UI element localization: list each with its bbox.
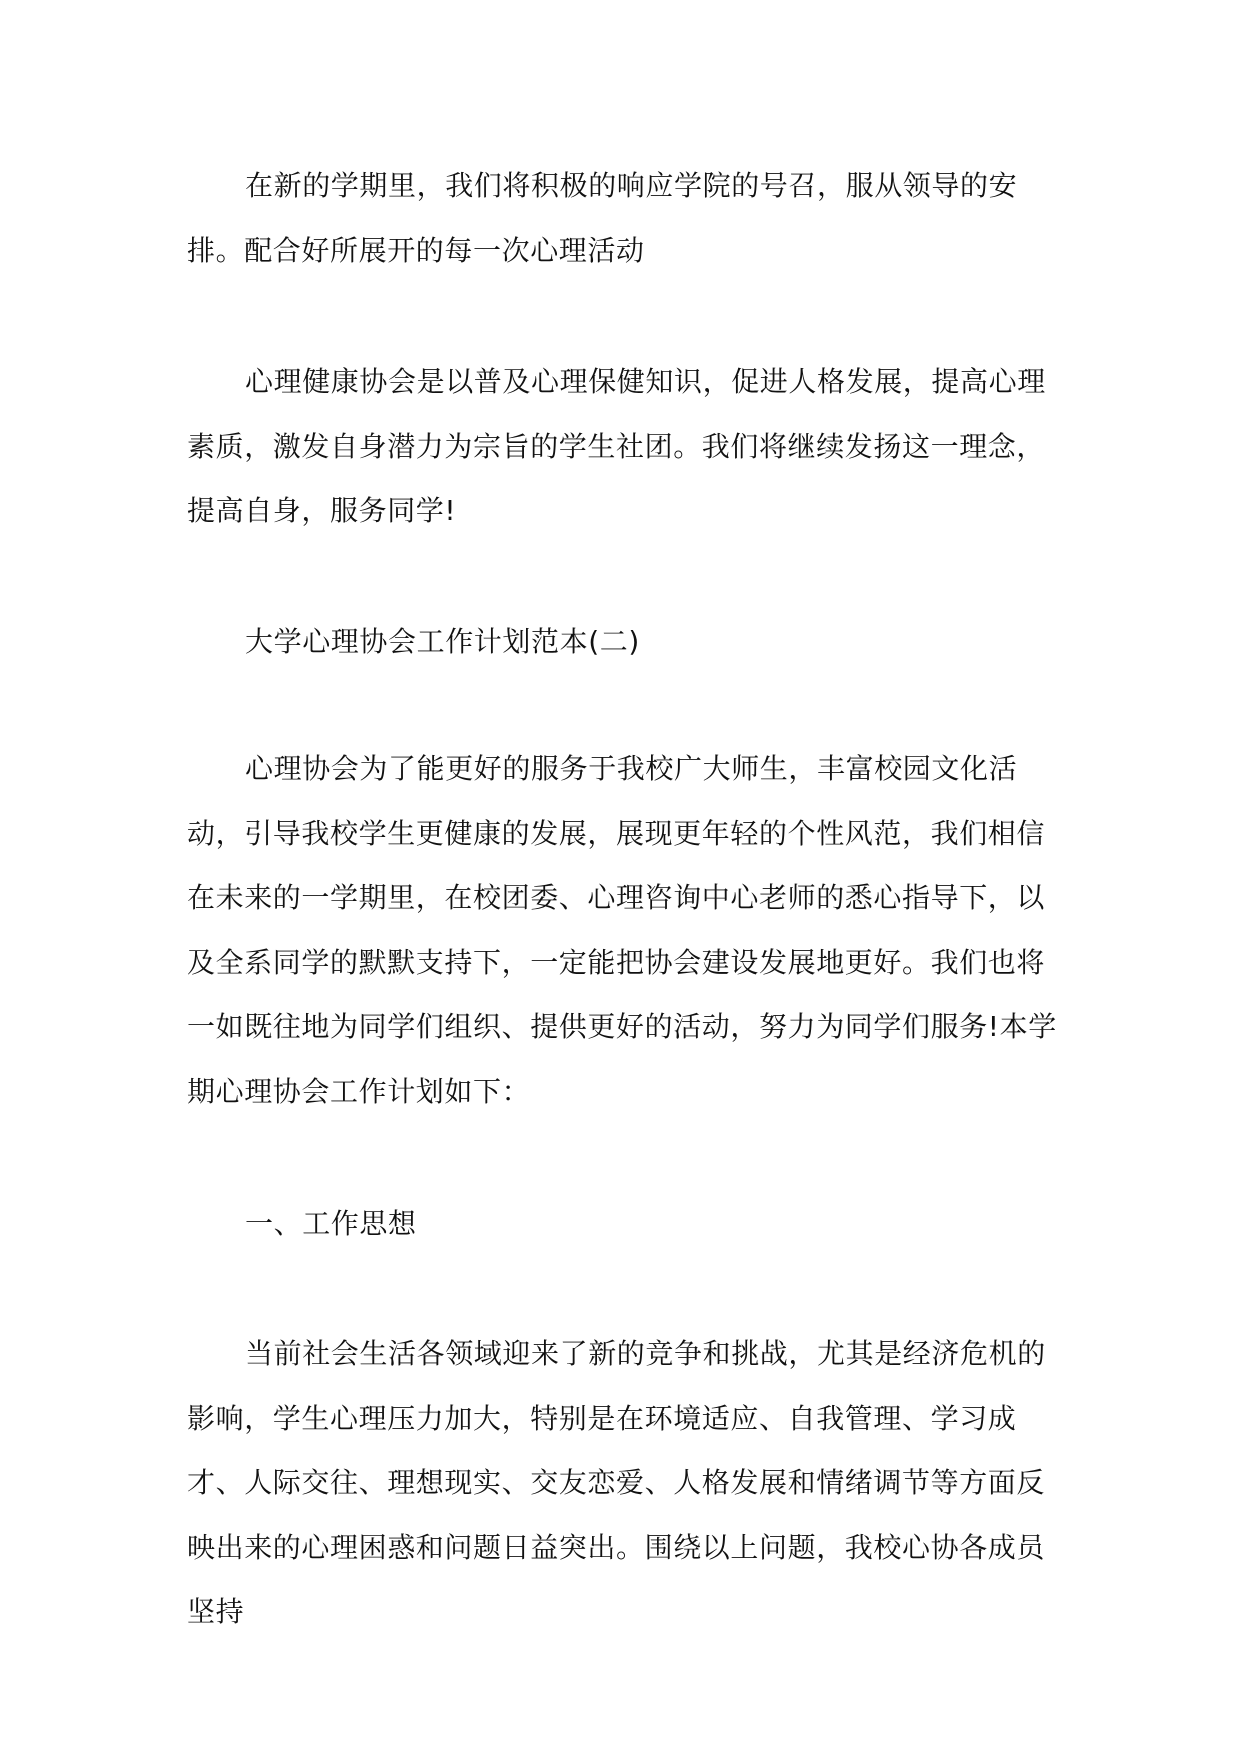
heading-work-philosophy: 一、工作思想 (245, 1207, 417, 1240)
paragraph-intro: 在新的学期里，我们将积极的响应学院的号召，服从领导的安排。配合好所展开的每一次心理活动 (187, 169, 1018, 267)
paragraph-work-philosophy: 当前社会生活各领域迎来了新的竞争和挑战，尤其是经济危机的影响，学生心理压力加大，特别是在环境适应、自我管理、学习成才、人际交往、理想现实、交友恋爱、人格发展和情绪调节等方面反映出来的心理困惑和问题日益突出。围绕以上问题，我校心协各成员坚持 (187, 1337, 1046, 1628)
paragraph-association-purpose: 心理健康协会是以普及心理保健知识，促进人格发展，提高心理素质，激发自身潜力为宗旨的学生社团。我们将继续发扬这一理念，提高自身，服务同学! (187, 365, 1046, 527)
section-title: 大学心理协会工作计划范本(二) (245, 625, 640, 658)
paragraph-plan-overview: 心理协会为了能更好的服务于我校广大师生，丰富校园文化活动，引导我校学生更健康的发展，展现更年轻的个性风范，我们相信在未来的一学期里，在校团委、心理咨询中心老师的悉心指导下，以及全系同学的默默支持下，一定能把协会建设发展地更好。我们也将一如既往地为同学们组织、提供更好的活动，努力为同学们服务!本学期心理协会工作计划如下： (187, 752, 1057, 1108)
